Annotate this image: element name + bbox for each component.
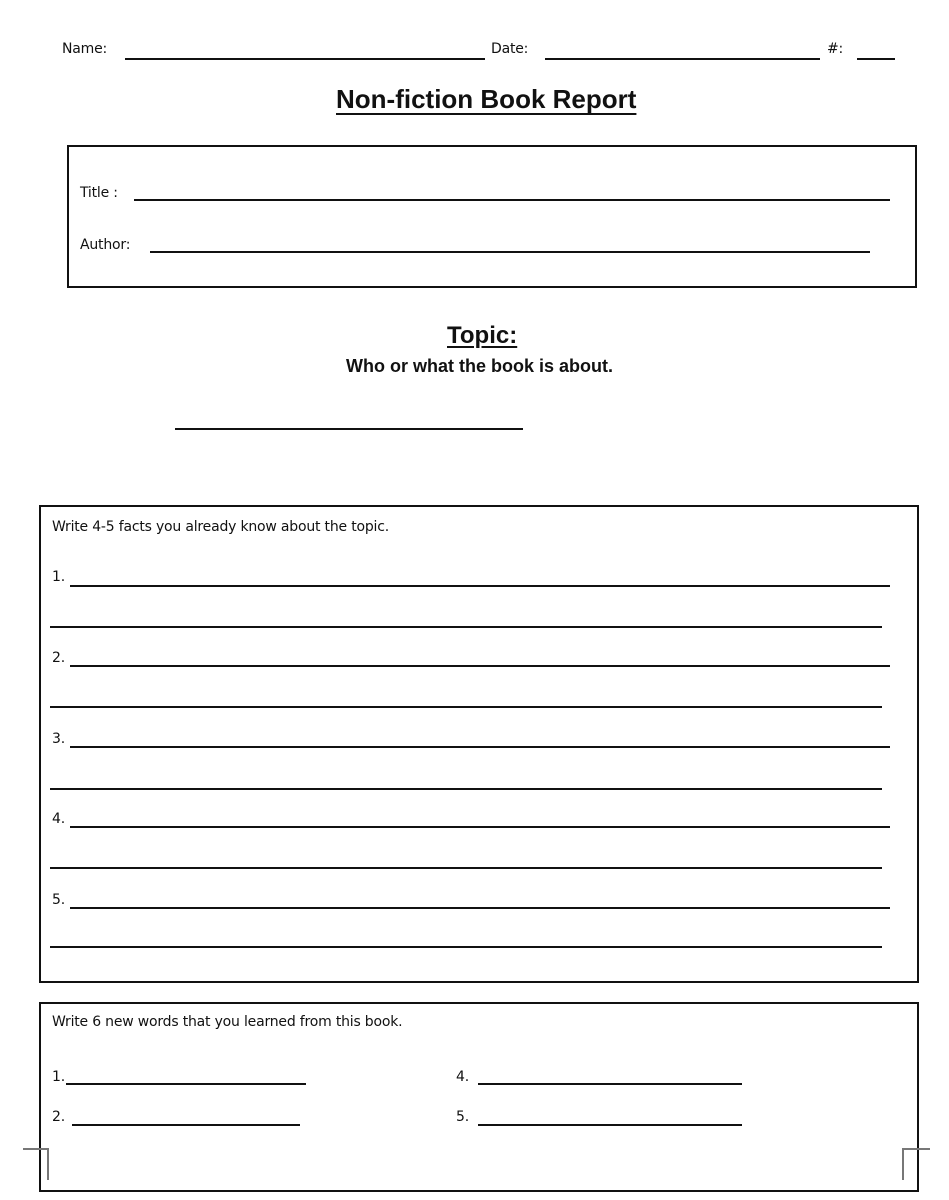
fact-field[interactable] [70, 585, 890, 587]
fact-field-continued[interactable] [50, 626, 882, 628]
book-title-label: Title : [80, 185, 118, 201]
fact-field-continued[interactable] [50, 706, 882, 708]
page-title: Non-fiction Book Report [336, 84, 637, 114]
number-field[interactable] [857, 58, 895, 60]
number-label: #: [827, 41, 844, 57]
book-author-label: Author: [80, 237, 131, 253]
fact-field[interactable] [70, 826, 890, 828]
word-number: 4. [456, 1069, 469, 1085]
name-field[interactable] [125, 58, 485, 60]
book-title-field[interactable] [134, 199, 890, 201]
fact-number: 5. [52, 892, 65, 908]
facts-prompt: Write 4-5 facts you already know about the topic. [52, 519, 389, 535]
date-label: Date: [491, 41, 529, 57]
topic-field[interactable] [175, 428, 523, 430]
fact-field-continued[interactable] [50, 946, 882, 948]
name-label: Name: [62, 41, 108, 57]
fact-number: 3. [52, 731, 65, 747]
word-number: 5. [456, 1109, 469, 1125]
fact-number: 2. [52, 650, 65, 666]
page-corner-mark [902, 1148, 930, 1180]
word-field[interactable] [478, 1083, 742, 1085]
topic-heading: Topic: [447, 322, 518, 349]
fact-number: 4. [52, 811, 65, 827]
fact-number: 1. [52, 569, 65, 585]
fact-field[interactable] [70, 665, 890, 667]
topic-subtitle: Who or what the book is about. [346, 356, 613, 376]
page-corner-mark [23, 1148, 49, 1180]
word-field[interactable] [72, 1124, 300, 1126]
book-author-field[interactable] [150, 251, 870, 253]
word-number: 1. [52, 1069, 65, 1085]
fact-field[interactable] [70, 746, 890, 748]
facts-box [39, 505, 919, 983]
word-field[interactable] [66, 1083, 306, 1085]
word-field[interactable] [478, 1124, 742, 1126]
word-number: 2. [52, 1109, 65, 1125]
date-field[interactable] [545, 58, 820, 60]
fact-field-continued[interactable] [50, 867, 882, 869]
fact-field-continued[interactable] [50, 788, 882, 790]
fact-field[interactable] [70, 907, 890, 909]
new-words-box [39, 1002, 919, 1192]
book-info-box [67, 145, 917, 288]
new-words-prompt: Write 6 new words that you learned from this book. [52, 1014, 403, 1030]
